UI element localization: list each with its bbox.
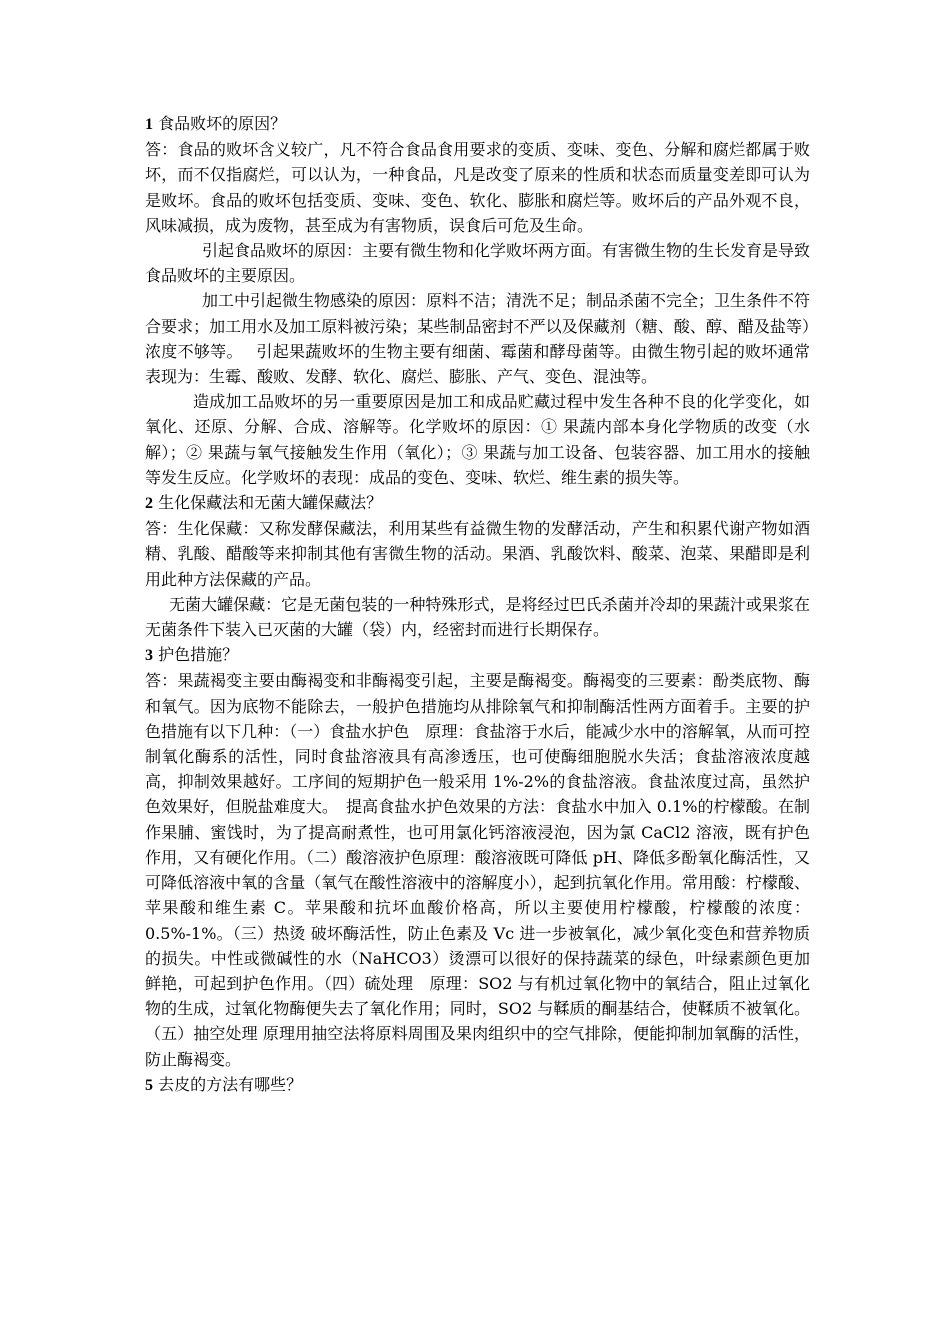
section-heading-2 <box>145 490 810 516</box>
document-page <box>145 111 810 1098</box>
section-heading-1 <box>145 111 810 137</box>
paragraph: 答：食品的败坏含义较广，凡不符合食品食用要求的变质、变味、变色、分解和腐烂都属于败坏，而不仅指腐烂，可以认为，一种食品，凡是改变了原来的性质和状态而质量变差即可认为是败坏。食品的败坏包括变质、变味、变色、软化、膨胀和腐烂等。败坏后的产品外观不良，风味减损，成为废物，甚至成为有害物质，误食后可危及生命。 <box>145 140 810 235</box>
section-title: 生化保藏法和无菌大罐保藏法？ <box>158 493 383 513</box>
section-number: 1 <box>145 116 153 133</box>
section-number: 5 <box>145 1076 153 1094</box>
section-heading-5 <box>145 1072 810 1098</box>
paragraph: 加工中引起微生物感染的原因：原料不洁；清洗不足；制品杀菌不完全；卫生条件不符合要求；加工用水及加工原料被污染；某些制品密封不严以及保藏剂（糖、酸、醇、醋及盐等）浓度不够等。 引起果蔬败坏的生物主要有细菌、霉菌和酵母菌等。由微生物引起的败坏通常表现为：生霉、酸败、发酵、软化、腐烂、膨胀、产气、变色、混浊等。 <box>145 291 811 387</box>
paragraph: 答：果蔬褐变主要由酶褐变和非酶褐变引起，主要是酶褐变。酶褐变的三要素：酚类底物、酶和氧气。因为底物不能除去，一般护色措施均从排除氧气和抑制酶活性两方面着手。主要的护色措施有以下几种：（一）食盐水护色 原理：食盐溶于水后，能减少水中的溶解氧，从而可控制氧化酶系的活性，同时食盐溶液具有高渗透压，也可使酶细胞脱水失活；食盐溶液浓度越高，抑制效果越好。工序间的短期护色一般采用 1%-2%的食盐溶液。食盐浓度过高，虽然护色效果好，但脱盐难度大。 提高食盐水护色效果的方法：食盐水中加入 0.1%的柠檬酸。在制作果脯、蜜饯时，为了提高耐煮性，也可用氯化钙溶液浸泡，因为氯 CaCl2 溶液，既有护色作用，又有硬化作用。（二）酸溶液护色原理：酸溶液既可降低 pH、降低多酚氧化酶活性，又可降低溶液中氧的含量（氧气在酸性溶液中的溶解度小），起到抗氧化作用。常用酸：柠檬酸、苹果酸和维生素 C。苹果酸和抗坏血酸价格高，所以主要使用柠檬酸，柠檬酸的浓度：0.5%-1%。（三）热烫 破坏酶活性，防止色素及 Vc 进一步被氧化，减少氧化变色和营养物质的损失。中性或微碱性的水（NaHCO3）烫漂可以很好的保持蔬菜的绿色，叶绿素颜色更加鲜艳，可起到护色作用。（四）硫处理 原理：SO2 与有机过氧化物中的氧结合，阻止过氧化物的生成，过氧化物酶便失去了氧化作用；同时，SO2 与鞣质的酮基结合，使鞣质不被氧化。（五）抽空处理 原理用抽空法将原料周围及果肉组织中的空气排除，便能抑制加氧酶的活性，防止酶褐变。 <box>145 671 810 1069</box>
section-number: 2 <box>145 495 153 513</box>
section-title: 去皮的方法有哪些？ <box>158 1074 303 1094</box>
paragraph: 引起食品败坏的原因：主要有微生物和化学败坏两方面。有害微生物的生长发育是导致食品败坏的主要原因。 <box>145 241 811 286</box>
section-heading-3 <box>145 642 810 668</box>
paragraph: 无菌大罐保藏：它是无菌包装的一种特殊形式，是将经过巴氏杀菌并冷却的果蔬汁或果浆在无菌条件下装入已灭菌的大罐（袋）内，经密封而进行长期保存。 <box>145 594 810 640</box>
paragraph: 答：生化保藏：又称发酵保藏法，利用某些有益微生物的发酵活动，产生和积累代谢产物如酒精、乳酸、醋酸等来抑制其他有害微生物的活动。果酒、乳酸饮料、酸菜、泡菜、果醋即是利用此种方法保藏的产品。 <box>145 519 810 589</box>
section-number: 3 <box>145 647 153 665</box>
section-title: 护色措施？ <box>158 645 239 665</box>
section-title: 食品败坏的原因？ <box>158 114 287 133</box>
paragraph: 造成加工品败坏的另一重要原因是加工和成品贮藏过程中发生各种不良的化学变化，如氧化、还原、分解、合成、溶解等。化学败坏的原因：① 果蔬内部本身化学物质的改变（水解）；② 果蔬与氧气接触发生作用（氧化）；③ 果蔬与加工设备、包装容器、加工用水的接触等发生反应。化学败坏的表现：成品的变色、变味、软烂、维生素的损失等。 <box>145 392 810 487</box>
